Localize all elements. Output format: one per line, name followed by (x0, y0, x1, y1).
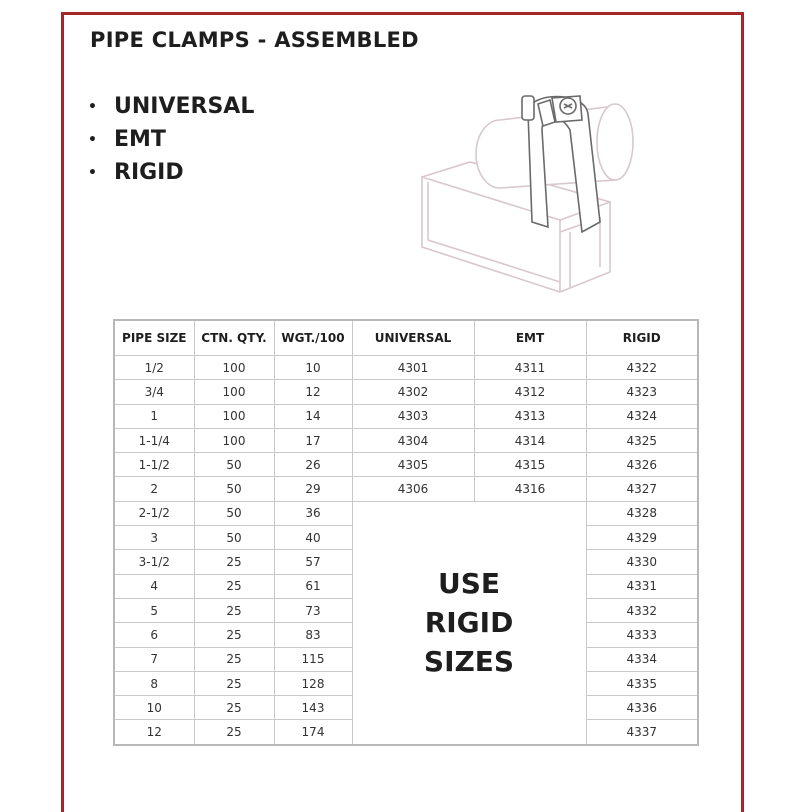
carton-qty-cell: 50 (194, 477, 274, 501)
table-row (114, 477, 698, 501)
rigid-code-cell: 4329 (586, 526, 698, 550)
clamp-type-label: EMT (114, 127, 166, 152)
carton-qty-cell: 25 (194, 647, 274, 671)
column-header: PIPE SIZE (114, 320, 194, 356)
emt-code-cell: 4314 (474, 428, 586, 452)
pipe-size-cell: 2 (114, 477, 194, 501)
clamp-type-item (88, 123, 254, 156)
note-line: RIGID (424, 606, 514, 640)
emt-code-cell: 4313 (474, 404, 586, 428)
rigid-code-cell: 4327 (586, 477, 698, 501)
rigid-code-cell: 4328 (586, 501, 698, 525)
pipe-size-cell: 4 (114, 574, 194, 598)
rigid-code-cell: 4332 (586, 598, 698, 622)
page-title: PIPE CLAMPS - ASSEMBLED (90, 28, 419, 52)
rigid-code-cell: 4324 (586, 404, 698, 428)
note-line: SIZES (423, 645, 515, 679)
weight-cell: 10 (274, 356, 352, 380)
rigid-code-cell: 4334 (586, 647, 698, 671)
clamp-type-list (88, 90, 254, 189)
carton-qty-cell: 25 (194, 550, 274, 574)
table-row (114, 380, 698, 404)
carton-qty-cell: 50 (194, 526, 274, 550)
universal-code-cell: 4301 (352, 356, 474, 380)
carton-qty-cell: 50 (194, 453, 274, 477)
rigid-code-cell: 4325 (586, 428, 698, 452)
clamp-type-label: UNIVERSAL (114, 94, 255, 119)
rigid-code-cell: 4333 (586, 623, 698, 647)
pipe-size-cell: 1-1/4 (114, 428, 194, 452)
pipe-clamp-on-strut-illustration (410, 82, 640, 312)
column-header: UNIVERSAL (352, 320, 474, 356)
column-header: RIGID (586, 320, 698, 356)
emt-code-cell: 4311 (474, 356, 586, 380)
note-line: USE (437, 567, 501, 601)
pipe-size-cell: 1/2 (114, 356, 194, 380)
clamp-type-item (88, 90, 254, 123)
weight-cell: 57 (274, 550, 352, 574)
rigid-code-cell: 4336 (586, 696, 698, 720)
table-row (114, 501, 698, 525)
weight-cell: 36 (274, 501, 352, 525)
weight-cell: 40 (274, 526, 352, 550)
column-header: WGT./100 (274, 320, 352, 356)
weight-cell: 12 (274, 380, 352, 404)
weight-cell: 143 (274, 696, 352, 720)
bullet-icon: • (88, 164, 97, 181)
carton-qty-cell: 25 (194, 623, 274, 647)
carton-qty-cell: 25 (194, 720, 274, 745)
rigid-code-cell: 4331 (586, 574, 698, 598)
clamp-type-item (88, 156, 254, 189)
table-row (114, 428, 698, 452)
emt-code-cell: 4315 (474, 453, 586, 477)
carton-qty-cell: 100 (194, 404, 274, 428)
carton-qty-cell: 25 (194, 598, 274, 622)
pipe-clamp-table (113, 319, 699, 746)
table-header-row (114, 320, 698, 356)
rigid-code-cell: 4330 (586, 550, 698, 574)
weight-cell: 14 (274, 404, 352, 428)
carton-qty-cell: 25 (194, 671, 274, 695)
carton-qty-cell: 100 (194, 356, 274, 380)
clamp-type-label: RIGID (114, 160, 184, 185)
weight-cell: 83 (274, 623, 352, 647)
rigid-code-cell: 4323 (586, 380, 698, 404)
pipe-size-cell: 8 (114, 671, 194, 695)
universal-code-cell: 4306 (352, 477, 474, 501)
pipe-size-cell: 5 (114, 598, 194, 622)
weight-cell: 29 (274, 477, 352, 501)
carton-qty-cell: 100 (194, 380, 274, 404)
table-row (114, 404, 698, 428)
pipe-size-cell: 10 (114, 696, 194, 720)
column-header: CTN. QTY. (194, 320, 274, 356)
bullet-icon: • (88, 131, 97, 148)
emt-code-cell: 4316 (474, 477, 586, 501)
carton-qty-cell: 50 (194, 501, 274, 525)
rigid-code-cell: 4322 (586, 356, 698, 380)
pipe-size-cell: 6 (114, 623, 194, 647)
pipe-size-cell: 12 (114, 720, 194, 745)
pipe-size-cell: 2-1/2 (114, 501, 194, 525)
universal-code-cell: 4305 (352, 453, 474, 477)
pipe-size-cell: 1 (114, 404, 194, 428)
pipe-size-cell: 7 (114, 647, 194, 671)
rigid-code-cell: 4326 (586, 453, 698, 477)
emt-code-cell: 4312 (474, 380, 586, 404)
table-row (114, 453, 698, 477)
weight-cell: 128 (274, 671, 352, 695)
bullet-icon: • (88, 98, 97, 115)
universal-code-cell: 4303 (352, 404, 474, 428)
pipe-size-cell: 1-1/2 (114, 453, 194, 477)
pipe-size-cell: 3-1/2 (114, 550, 194, 574)
rigid-code-cell: 4337 (586, 720, 698, 745)
carton-qty-cell: 100 (194, 428, 274, 452)
use-rigid-sizes-note (352, 501, 586, 744)
table-row (114, 356, 698, 380)
rigid-code-cell: 4335 (586, 671, 698, 695)
carton-qty-cell: 25 (194, 696, 274, 720)
column-header: EMT (474, 320, 586, 356)
pipe-size-cell: 3/4 (114, 380, 194, 404)
weight-cell: 115 (274, 647, 352, 671)
weight-cell: 61 (274, 574, 352, 598)
weight-cell: 174 (274, 720, 352, 745)
universal-code-cell: 4302 (352, 380, 474, 404)
weight-cell: 73 (274, 598, 352, 622)
weight-cell: 17 (274, 428, 352, 452)
universal-code-cell: 4304 (352, 428, 474, 452)
weight-cell: 26 (274, 453, 352, 477)
carton-qty-cell: 25 (194, 574, 274, 598)
pipe-size-cell: 3 (114, 526, 194, 550)
